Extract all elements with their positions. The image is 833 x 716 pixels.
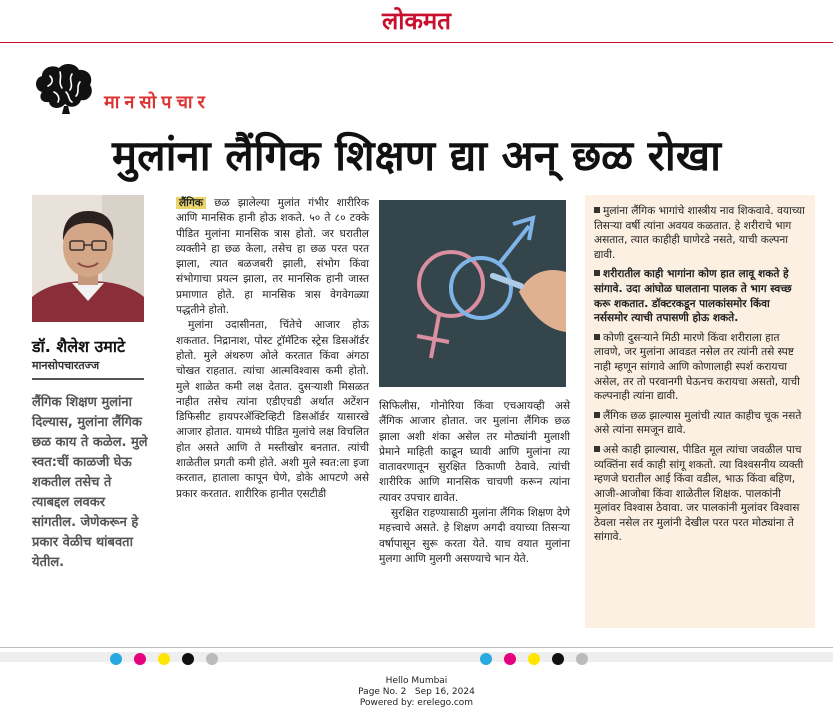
sidebar-item: [594, 409, 806, 438]
sidebar-item: [594, 204, 806, 262]
color-mark-grey: [206, 653, 218, 665]
color-mark-grey: [576, 653, 588, 665]
color-mark-cyan: [480, 653, 492, 665]
bottom-rule: [0, 647, 833, 648]
sidebar-item-text: असे काही झाल्यास, पीडित मूल त्यांचा जवळील पाच व्यक्तिंना सर्व काही सांगू शकतो. त्या विश्‍वसनीय व्यक्ती म्हणजे घरातील आई किंवा वडील, भाऊ किंवा बहिण, आजी-आजोबा किंवा शाळेतील शिक्षक. पालकांनी मुलांवर विश्वास ठेवावा. जर पालकांनी मुलांवर विश्वास ठेवला नसेल तर मुलांनी देखील परत परत मोठ्यांना ते सांगावे.: [594, 443, 804, 544]
newspaper-logo: लोकमत: [382, 6, 451, 35]
sidebar-item-text: मुलांना लैंगिक भागांचे शास्त्रीय नाव शिकवावे. वयाच्या तिसऱ्या वर्षी त्यांना अवयव कळतात. हे शरीराचे भाग असतात, त्यात काहीही घाणेरडे नसते, याची कल्पना द्यावी.: [594, 205, 805, 261]
color-mark-yellow: [158, 653, 170, 665]
print-strip: [0, 652, 833, 662]
author-role: मानसोपचारतज्ज: [32, 359, 100, 372]
column2-para2: सुरक्षित राहण्यासाठी मुलांना लैंगिक शिक्षण देणे महत्त्वाचे असते. हे शिक्षण अगदी वयाच्या तिसऱ्या वर्षापासून सुरू करता येते. याच वयात मुलांना मुलगा आणि मुलगी असण्याचे भान येते.: [379, 507, 570, 565]
sidebar-item-text: कोणी दुसऱ्याने मिठी मारणे किंवा शरीराला हात लावणे, जर मुलांना आवडत नसेल तर त्यांनी तसे स्पष्ट नाही म्हणून सांगावे आणि कोणालाही स्पर्श करायचा असेल, तर तो परवानगी घेऊनच करायचा असतो, याची कल्पनाही त्यांना द्यावी.: [594, 331, 800, 403]
footer-page-date: Page No. 2 Sep 16, 2024: [358, 687, 475, 697]
column1-para2: मुलांना उदासीनता, चिंतेचे आजार होऊ शकतात. निद्रानाश, पोस्ट ट्रॉमॅटिक स्ट्रेस डिसऑर्डर होतो. मुले अंथरुण ओले करतात किंवा अंगठा चोखत राहतात. त्यांचा आत्मविश्वास कमी होतो. मुले शाळेत कमी लक्ष देतात. दुसऱ्याशी मिसळत नाहीत तसेच त्यांना एडीएचडी अर्थात अटेंशन डिफिसीट हायपरॲक्टिव्हिटी डिसऑर्डर यासारखे आजार होतात. यामध्ये पीडित मुलांचे लक्ष विचलित होत असते आणि ते मस्तीखोर बनतात. त्यांची शाळेतील प्रगती कमी होते. अशी मुले स्वत:ला इजा करतात, हाताला कापून घेणे, डोके आपटणे असे प्रकार करतात. शारीरिक हानीत एसटीडी: [176, 319, 369, 500]
sidebar-item-text: लैंगिक छळ झाल्यास मुलांची त्यात काहीच चूक नसते असे त्यांना समजून द्यावे.: [594, 409, 802, 437]
section-label: मानसोपचार: [104, 92, 210, 113]
color-mark-black: [552, 653, 564, 665]
page-footer: [0, 676, 833, 709]
sidebar-item-text: शरीरातील काही भागांना कोण हात लावू शकते हे सांगावे. उदा आंघोळ घालताना पालक ते भाग स्वच्छ करू शकतात. डॉक्टरकडून पालकांसमोर किंवा नर्ससमोर त्याची तपासणी होऊ शकते.: [594, 268, 792, 325]
color-mark-yellow: [528, 653, 540, 665]
pull-quote: लैंगिक शिक्षण मुलांना दिल्यास, मुलांना लैंगिक छळ काय ते कळेल. मुले स्वत:चीं काळजी घेऊ शकतील तसेच ते त्याबद्दल लवकर सांगतील. जेणेकरून हे प्रकार वेळीच थांबवता येतील.: [32, 395, 148, 570]
bullet-square-icon: [594, 270, 600, 276]
bullet-square-icon: [594, 334, 600, 340]
masthead: [0, 0, 833, 42]
sidebar-item: [594, 331, 806, 404]
color-mark-cyan: [110, 653, 122, 665]
author-photo: [32, 195, 144, 322]
brain-icon: [32, 62, 94, 114]
color-mark-magenta: [504, 653, 516, 665]
sidebar-list: [594, 204, 806, 550]
article-column-1: [176, 196, 369, 502]
article-column-2: [379, 399, 570, 567]
author-divider: [32, 378, 144, 380]
bullet-square-icon: [594, 207, 600, 213]
sidebar-item: [594, 443, 806, 545]
sidebar-item: [594, 267, 806, 325]
color-mark-magenta: [134, 653, 146, 665]
color-mark-black: [182, 653, 194, 665]
gender-symbols-illustration: [379, 200, 566, 387]
headline: मुलांना लैंगिक शिक्षण द्या अन् छळ रोखा: [112, 131, 721, 180]
column1-para1: छळ झालेल्या मुलांत गंभीर शारीरिक आणि मानसिक हानी होऊ शकते. ५० ते ८० टक्के पीडित मुलांना मानसिक त्रास होतो. जर घरातील व्यक्तीने हा छळ केला, तसेच हा छळ परत परत झाला, त्यात बळजबरी झाली, संभोग किंवा संभोगाचा प्रयत्न झाला, तर मानसिक हानी जास्त प्रमाणात होते. हा मानसिक त्रास वेगवेगळ्या पद्धतीने होतो.: [176, 197, 370, 317]
footer-publication: Hello Mumbai: [385, 676, 448, 686]
masthead-rule: [0, 42, 833, 43]
bullet-square-icon: [594, 412, 600, 418]
footer-powered-by: Powered by: erelego.com: [359, 698, 474, 708]
column2-para1: सिफिलीस, गोनोरिया किंवा एचआयव्ही असे लैंगिक आजार होतात. जर मुलांना लैंगिक छळ झाला अशी शंका असेल तर मोठ्यांनी मुलाशी प्रेमाने माहिती काढून घ्यावी आणि मुलांना त्या वातावरणातून सुरक्षित ठिकाणी ठेवावे. त्यांची शारीरिक आणि मानसिक चाचणी करून त्यांना त्यावर उपचार द्यावेत.: [379, 400, 570, 504]
bullet-square-icon: [594, 446, 600, 452]
author-name: डॉ. शैलेश उमाटे: [32, 337, 126, 356]
kicker: लैंगिक: [176, 197, 206, 209]
